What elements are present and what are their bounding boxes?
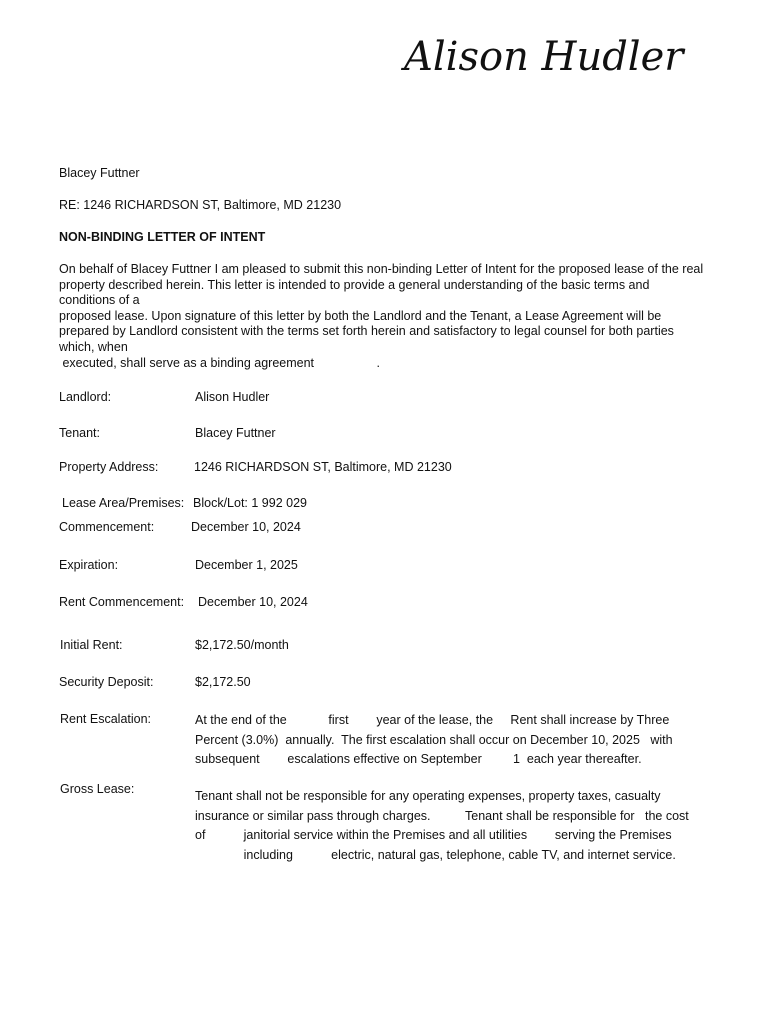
rent-commencement-label: Rent Commencement: [59,595,185,609]
intro-line: conditions of a [59,293,140,308]
security-deposit-label: Security Deposit: [59,675,154,689]
expiration-label: Expiration: [59,558,119,572]
rent-commencement-value: December 10, 2024 [198,595,308,609]
tenant-value: Blacey Futtner [195,426,276,440]
initial-rent-label: Initial Rent: [60,638,123,652]
intro-line: executed, shall serve as a binding agreement . [59,355,381,370]
property-address-value: 1246 RICHARDSON ST, Baltimore, MD 21230 [194,460,452,474]
commencement-label: Commencement: [59,520,155,534]
rent-escalation-line: At the end of the first year of the lease, the Rent shall increase by Three [195,713,670,727]
intro-line: prepared by Landlord consistent with the terms set forth herein and satisfactory to legal counsel for both parties [59,324,674,339]
intro-line: proposed lease. Upon signature of this letter by both the Landlord and the Tenant, a Lease Agreement will be [59,308,662,323]
letter-heading: NON-BINDING LETTER OF INTENT [59,230,266,244]
recipient-name: Blacey Futtner [59,166,140,180]
gross-lease-line: Tenant shall not be responsible for any operating expenses, property taxes, casualty [195,789,661,803]
landlord-value: Alison Hudler [195,390,270,404]
re-line: RE: 1246 RICHARDSON ST, Baltimore, MD 21230 [59,198,342,212]
intro-line: which, when [59,339,128,354]
rent-escalation-label: Rent Escalation: [60,712,152,726]
commencement-value: December 10, 2024 [191,520,301,534]
signature-text: Alison Hudler [404,34,684,80]
rent-escalation-line: subsequent escalations effective on September 1 each year thereafter. [195,752,642,766]
landlord-label: Landlord: [59,390,112,404]
lease-area-value: Block/Lot: 1 992 029 [193,496,307,510]
gross-lease-line: insurance or similar pass through charges. Tenant shall be responsible for the cost [195,808,689,823]
rent-escalation-text [195,711,673,770]
gross-lease-text [195,787,689,865]
intro-line: On behalf of Blacey Futtner I am pleased to submit this non-binding Letter of Intent for the proposed lease of the real [59,262,704,276]
lease-area-label: Lease Area/Premises: [62,496,185,510]
gross-lease-line: of janitorial service within the Premises and all utilities serving the Premises [195,828,672,842]
signature-alison-hudler [400,20,720,90]
rent-escalation-line: Percent (3.0%) annually. The first escalation shall occur on December 10, 2025 with [195,732,673,747]
expiration-value: December 1, 2025 [195,558,298,572]
gross-lease-label: Gross Lease: [60,782,135,796]
property-address-label: Property Address: [59,460,159,474]
gross-lease-line: including electric, natural gas, telephone, cable TV, and internet service. [195,847,676,862]
intro-paragraph [59,262,719,371]
initial-rent-value: $2,172.50/month [195,638,289,652]
security-deposit-value: $2,172.50 [195,675,251,689]
intro-line: property described herein. This letter is intended to provide a general understanding of the basic terms and [59,277,650,292]
tenant-label: Tenant: [59,426,101,440]
